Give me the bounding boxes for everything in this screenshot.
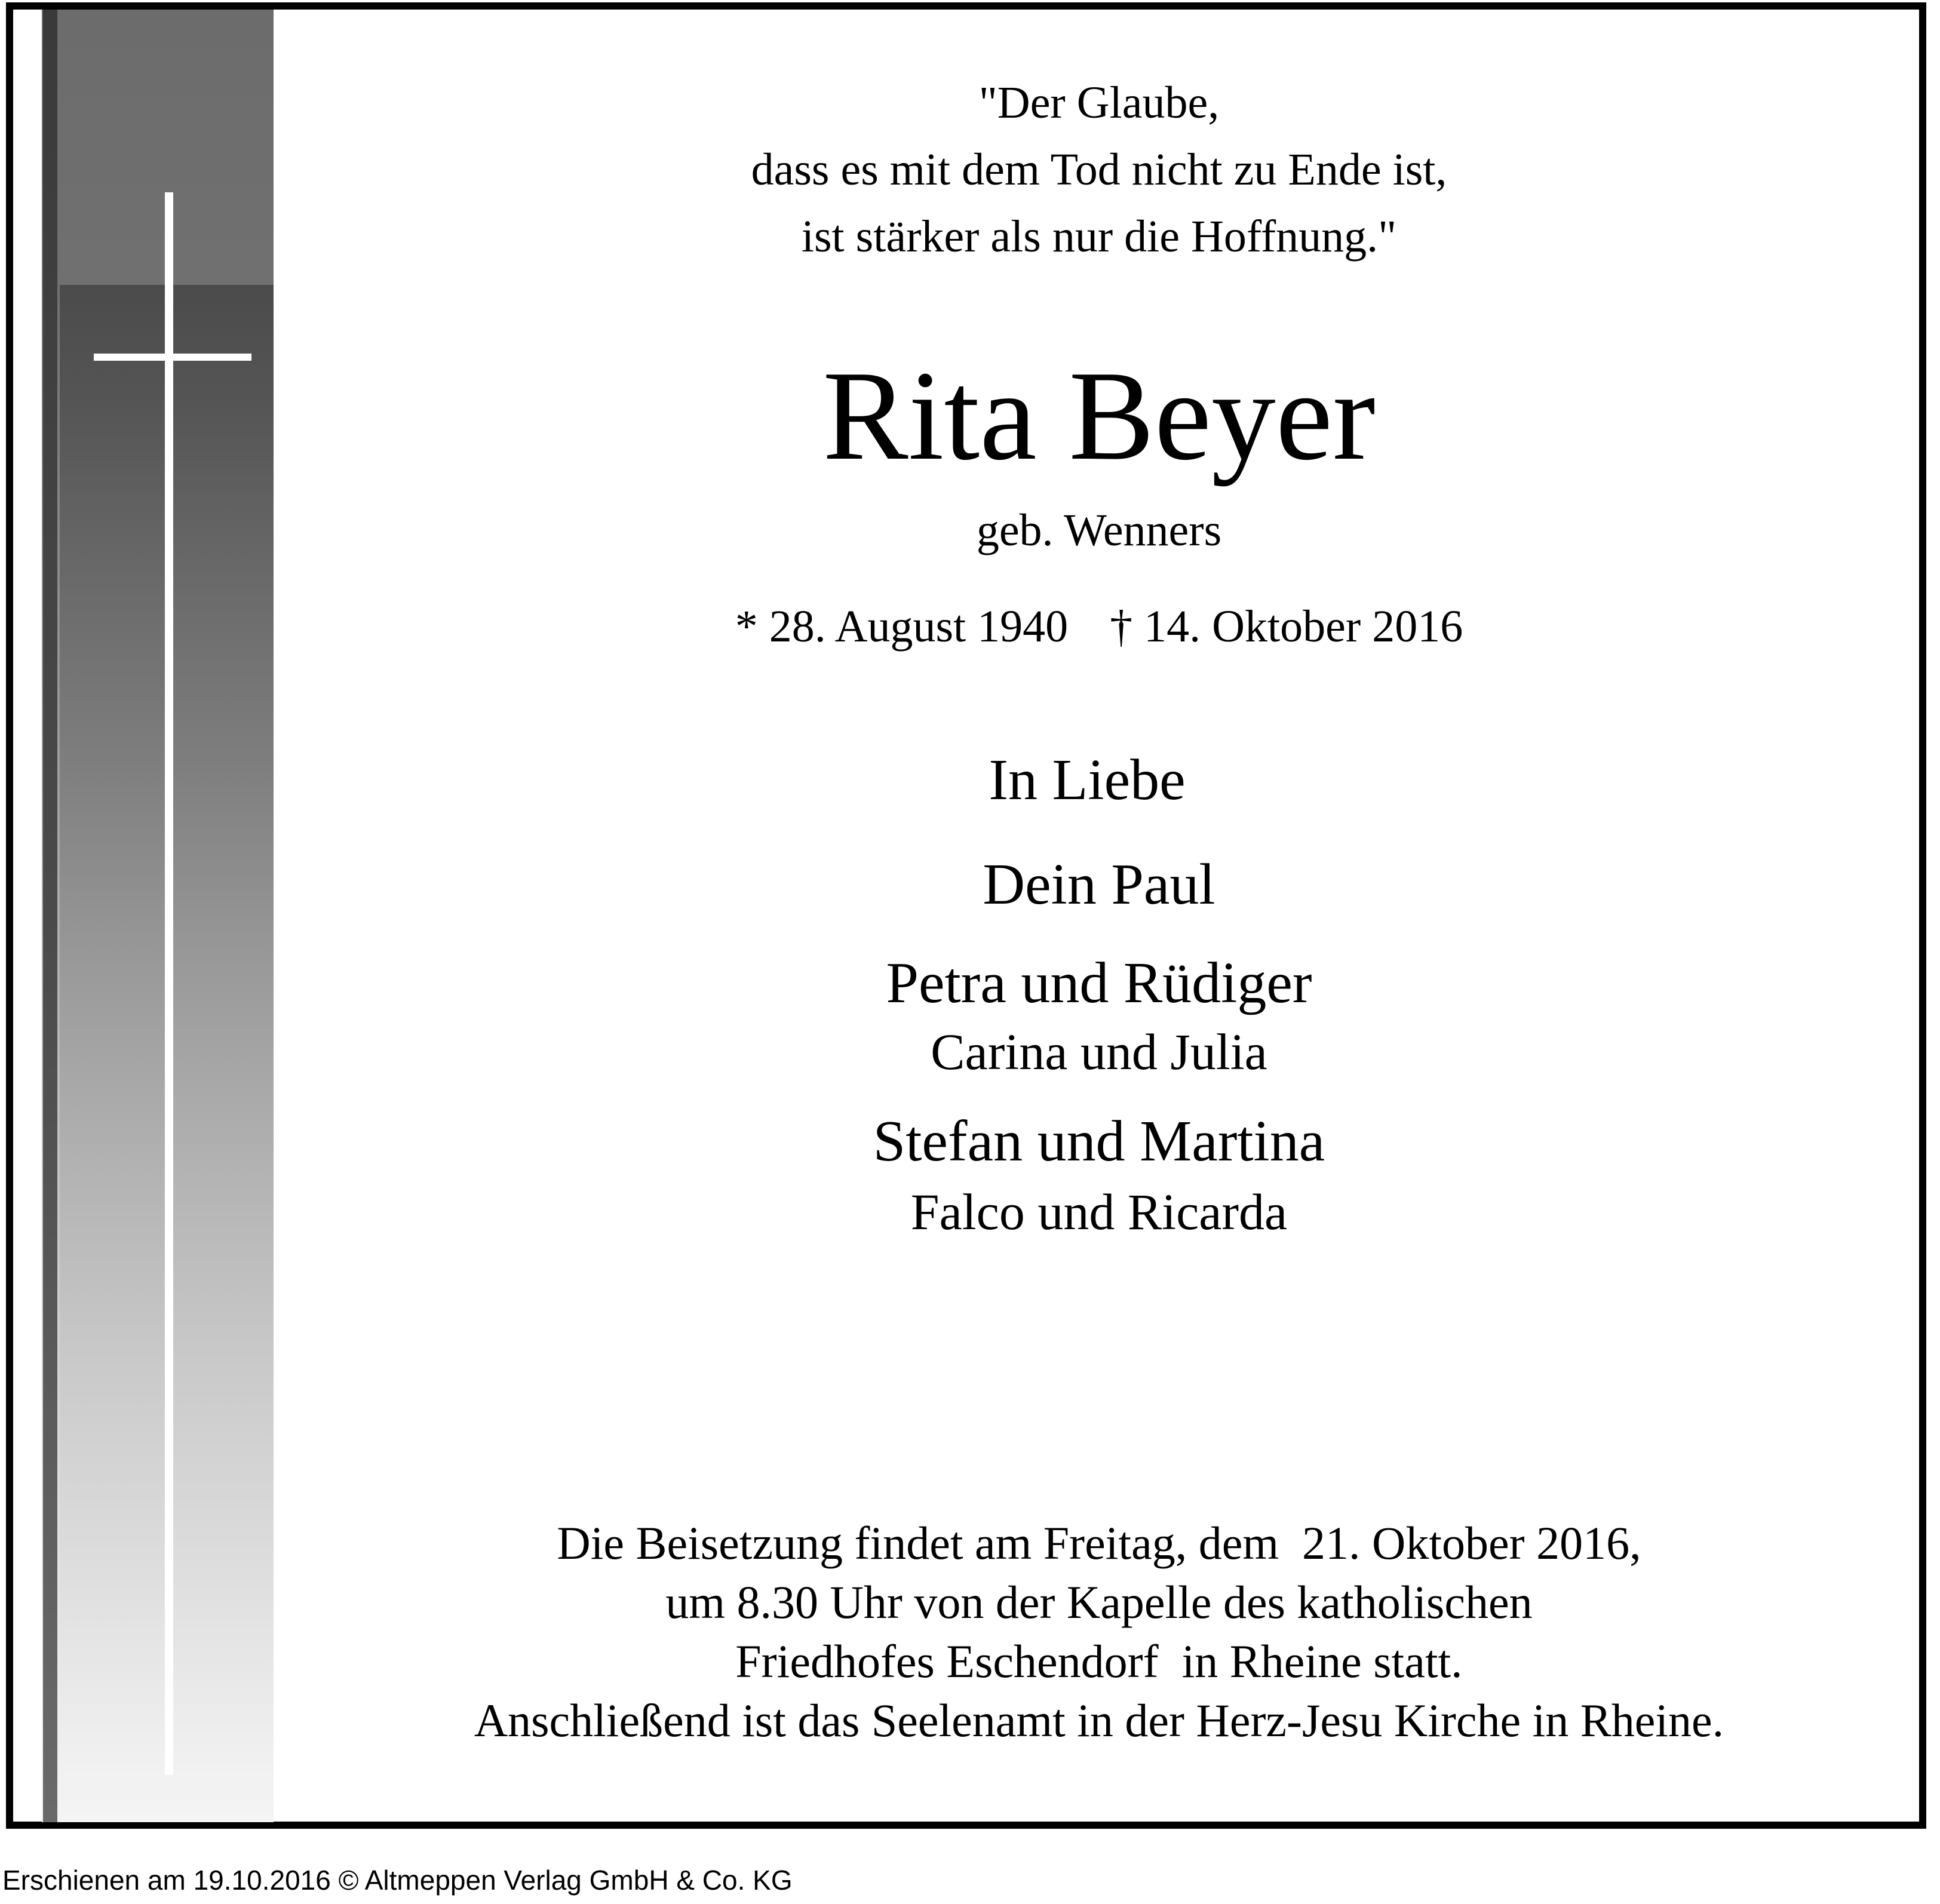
cross-icon bbox=[90, 192, 257, 1775]
funeral-info bbox=[281, 1513, 1917, 1750]
birth-date: * 28. August 1940 bbox=[735, 601, 1069, 652]
quote-line: "Der Glaube, bbox=[978, 78, 1220, 128]
mourner-name: Dein Paul bbox=[983, 852, 1215, 917]
maiden-name: geb. Wenners bbox=[976, 505, 1222, 555]
cross-vertical-bar bbox=[165, 192, 173, 1775]
deceased-name: Rita Beyer bbox=[822, 344, 1376, 487]
funeral-info-line: Die Beisetzung findet am Freitag, dem 21. Oktober 2016, bbox=[557, 1517, 1641, 1569]
life-dates bbox=[281, 597, 1917, 656]
funeral-info-line: Friedhofes Eschendorf in Rheine statt. bbox=[735, 1635, 1463, 1687]
mourner-children: Falco und Ricarda bbox=[910, 1183, 1288, 1240]
decorative-dark-strip bbox=[43, 10, 57, 1822]
death-date: † 14. Oktober 2016 bbox=[1110, 601, 1463, 652]
publication-footer: Erschienen am 19.10.2016 © Altmeppen Verlag GmbH & Co. KG bbox=[2, 1865, 793, 1896]
closing-phrase: In Liebe bbox=[989, 748, 1186, 812]
quote-line: ist stärker als nur die Hoffnung." bbox=[801, 211, 1397, 262]
cross-horizontal-bar bbox=[94, 354, 251, 361]
quote bbox=[281, 69, 1917, 270]
mourner-children: Carina und Julia bbox=[931, 1023, 1267, 1080]
mourner-name: Petra und Rüdiger bbox=[886, 951, 1312, 1015]
funeral-info-line: Anschließend ist das Seelenamt in der Herz-Jesu Kirche in Rheine. bbox=[474, 1694, 1724, 1746]
mourner-name: Stefan und Martina bbox=[873, 1109, 1325, 1174]
quote-line: dass es mit dem Tod nicht zu Ende ist, bbox=[751, 145, 1447, 195]
funeral-info-line: um 8.30 Uhr von der Kapelle des katholischen bbox=[665, 1576, 1533, 1628]
